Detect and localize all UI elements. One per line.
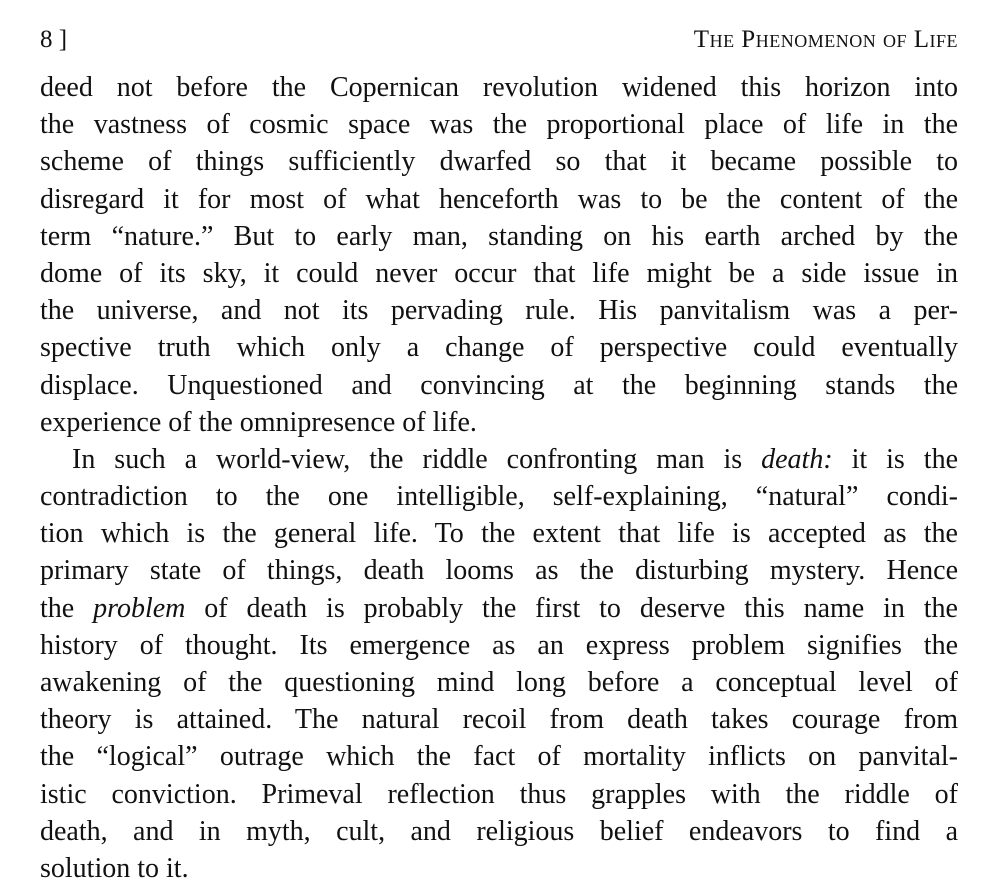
text-line bbox=[40, 329, 958, 366]
text-line bbox=[40, 255, 958, 292]
text-line bbox=[40, 515, 958, 552]
page-header bbox=[40, 22, 958, 58]
text-line bbox=[40, 404, 958, 441]
text-segment: tion which is the general life. To the extent that life is accepted as the bbox=[40, 518, 958, 550]
text-line bbox=[40, 292, 958, 329]
text-segment: theory is attained. The natural recoil from death takes courage from bbox=[40, 704, 958, 736]
text-line bbox=[40, 664, 958, 701]
text-segment: of death is probably the first to deserve this name in the bbox=[185, 592, 958, 624]
text-segment: awakening of the questioning mind long before a conceptual level of bbox=[40, 667, 958, 698]
running-title: The Phenomenon of Life bbox=[693, 26, 958, 53]
emphasized-text: death: bbox=[761, 443, 833, 475]
text-line bbox=[40, 813, 958, 850]
text-segment: the vastness of cosmic space was the proportional place of life in the bbox=[40, 109, 958, 141]
text-segment: contradiction to the one intelligible, self-explaining, “natural” condi- bbox=[40, 481, 958, 513]
text-segment: primary state of things, death looms as the disturbing mystery. Hence bbox=[40, 555, 958, 587]
text-line bbox=[40, 143, 958, 180]
text-segment: scheme of things sufficiently dwarfed so that it became possible to bbox=[40, 146, 958, 178]
body-text bbox=[40, 69, 958, 887]
text-segment: the bbox=[40, 592, 94, 624]
text-line bbox=[40, 181, 958, 218]
text-line bbox=[40, 776, 958, 813]
text-line bbox=[40, 850, 958, 887]
text-line bbox=[40, 106, 958, 143]
text-segment: spective truth which only a change of perspective could eventually bbox=[40, 332, 958, 364]
page-number: 8 ] bbox=[40, 26, 68, 53]
text-line bbox=[40, 367, 958, 404]
text-segment: history of thought. Its emergence as an express problem signifies the bbox=[40, 629, 958, 661]
text-segment: In such a world-view, the riddle confronting man is bbox=[72, 443, 762, 475]
text-line bbox=[40, 738, 958, 775]
text-segment: death, and in myth, cult, and religious belief endeavors to find a bbox=[40, 815, 958, 847]
text-segment: solution to it. bbox=[40, 852, 189, 884]
text-line bbox=[40, 478, 958, 515]
text-line bbox=[40, 552, 958, 589]
text-segment: displace. Unquestioned and convincing at the beginning stands the bbox=[40, 369, 958, 401]
text-segment: the “logical” outrage which the fact of mortality inflicts on panvital- bbox=[40, 741, 958, 773]
text-segment: term “nature.” But to early man, standing on his earth arched by the bbox=[40, 220, 958, 252]
text-line bbox=[40, 218, 958, 255]
text-line bbox=[40, 590, 958, 627]
emphasized-text: problem bbox=[93, 592, 186, 624]
text-line bbox=[40, 627, 958, 664]
text-segment: istic conviction. Primeval reflection thus grapples with the riddle of bbox=[40, 778, 958, 810]
text-segment: dome of its sky, it could never occur that life might be a side issue in bbox=[40, 257, 958, 289]
text-segment: the universe, and not its pervading rule. His panvitalism was a per- bbox=[40, 295, 958, 327]
text-line bbox=[40, 701, 958, 738]
text-segment: deed not before the Copernican revolution widened this horizon into bbox=[40, 72, 958, 103]
text-segment: disregard it for most of what henceforth was to be the content of the bbox=[40, 183, 958, 215]
text-line bbox=[40, 69, 958, 106]
text-segment: it is the bbox=[832, 443, 958, 475]
text-segment: experience of the omnipresence of life. bbox=[40, 406, 477, 438]
text-line bbox=[40, 441, 958, 478]
